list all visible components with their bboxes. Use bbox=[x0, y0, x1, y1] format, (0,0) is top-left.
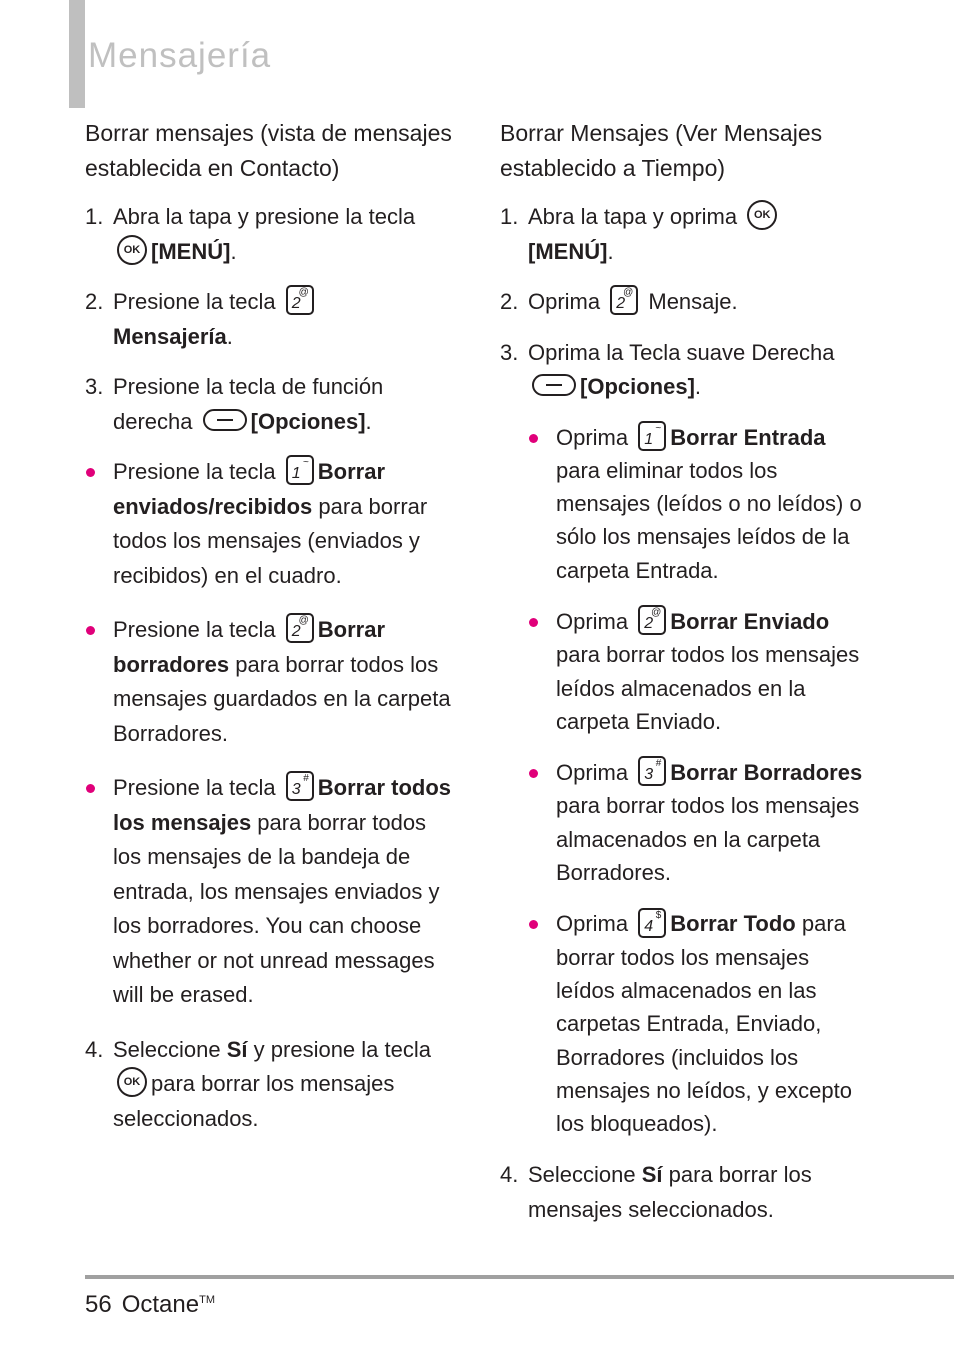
yes-label: Sí bbox=[641, 1162, 663, 1188]
left-bullet-3: Presione la tecla 3 # Borrar todos los mensajes para borrar todos los mensajes de la bandeja de entrada, los mensajes enviados y los borradores. You can choose whether or not unread messages will be erased. bbox=[85, 771, 457, 1013]
left-step-4: 4. Seleccione Sí y presione la tecla OK para borrar los mensajes seleccionados. bbox=[85, 1033, 457, 1137]
menu-label: [MENÚ] bbox=[151, 238, 231, 264]
ok-key-icon: OK bbox=[117, 235, 147, 265]
option-name: Borrar Borradores bbox=[670, 760, 863, 786]
page-title: Mensajería bbox=[88, 36, 272, 75]
step-text: Oprima la Tecla suave Derecha bbox=[528, 339, 835, 365]
right-heading: Borrar Mensajes (Ver Mensajes establecido a Tiempo) bbox=[500, 120, 823, 181]
step-number: 2. bbox=[500, 289, 519, 314]
step-number: 3. bbox=[500, 339, 519, 365]
bullet-icon bbox=[85, 613, 113, 751]
page-number: 56 bbox=[85, 1291, 112, 1318]
left-step-2: 2. Presione la tecla 2 @ Mensajería. bbox=[85, 285, 457, 354]
step-number: 2. bbox=[85, 289, 104, 314]
right-step-3: 3. Oprima la Tecla suave Derecha [Opciones]. bbox=[500, 336, 872, 405]
yes-label: Sí bbox=[226, 1036, 248, 1062]
trademark: TM bbox=[199, 1294, 215, 1306]
footer-rule bbox=[85, 1275, 954, 1279]
option-name: Borrar Enviado bbox=[670, 608, 830, 634]
right-step-4: 4. Seleccione Sí para borrar los mensajes seleccionados. bbox=[500, 1158, 872, 1227]
menu-label: [MENÚ] bbox=[528, 238, 608, 264]
key-2-icon: 2 @ bbox=[638, 605, 666, 635]
key-2-icon: 2 @ bbox=[286, 613, 314, 643]
option-name: Borrar todos los mensajes bbox=[113, 775, 452, 835]
option-name: Borrar borradores bbox=[113, 617, 386, 677]
bullet-icon bbox=[528, 421, 556, 587]
key-2-icon: 2 @ bbox=[286, 285, 314, 315]
step-text: Abra la tapa y oprima bbox=[528, 204, 738, 229]
ok-key-icon: OK bbox=[747, 200, 777, 230]
bullet-icon bbox=[528, 756, 556, 889]
right-column bbox=[500, 116, 872, 1243]
key-3-icon: 3 # bbox=[638, 756, 666, 786]
option-name: Borrar enviados/recibidos bbox=[113, 459, 386, 519]
right-soft-key-icon bbox=[203, 409, 247, 431]
right-step-1: 1. Abra la tapa y oprima OK [MENÚ]. bbox=[500, 200, 872, 269]
title-accent-bar bbox=[69, 0, 85, 108]
key-1-icon: 1 ~ bbox=[286, 455, 314, 485]
key-4-icon: 4 $ bbox=[638, 908, 666, 938]
right-step-2: 2. Oprima 2 @ Mensaje. bbox=[500, 285, 872, 320]
bullet-icon bbox=[528, 605, 556, 738]
left-step-1: 1. Abra la tapa y presione la tecla OK [MENÚ]. bbox=[85, 200, 457, 269]
bullet-icon bbox=[528, 907, 556, 1140]
menu-label: Mensajería bbox=[113, 323, 227, 349]
bullet-icon bbox=[85, 771, 113, 1013]
step-number: 4. bbox=[500, 1162, 519, 1188]
step-number: 1. bbox=[85, 204, 104, 229]
left-column bbox=[85, 116, 457, 1152]
page-footer bbox=[85, 1291, 215, 1319]
ok-key-icon: OK bbox=[117, 1067, 147, 1097]
right-soft-key-icon bbox=[532, 374, 576, 396]
right-bullet-3: Oprima 3 # Borrar Borradores para borrar todos los mensajes almacenados en la carpeta Borradores. bbox=[528, 756, 872, 889]
step-text: Presione la tecla bbox=[113, 289, 276, 314]
product-name: Octane bbox=[121, 1291, 200, 1318]
left-bullet-2: Presione la tecla 2 @ Borrar borradores para borrar todos los mensajes guardados en la carpeta Borradores. bbox=[85, 613, 457, 751]
step-text: Presione la tecla de función derecha bbox=[113, 374, 384, 434]
key-1-icon: 1 ~ bbox=[638, 421, 666, 451]
options-label: [Opciones] bbox=[580, 374, 695, 399]
left-heading: Borrar mensajes (vista de mensajes establecida en Contacto) bbox=[85, 120, 452, 181]
step-text: Oprima bbox=[528, 289, 601, 314]
left-step-3: 3. Presione la tecla de función derecha [Opciones]. bbox=[85, 370, 457, 439]
key-3-icon: 3 # bbox=[286, 771, 314, 801]
option-name: Borrar Entrada bbox=[670, 424, 826, 450]
step-number: 1. bbox=[500, 204, 519, 229]
option-name: Borrar Todo bbox=[670, 911, 796, 937]
right-bullet-4: Oprima 4 $ Borrar Todo para borrar todos los mensajes leídos almacenados en las carpetas Entrada, Enviado, Borradores (incluidos los mensajes no leídos, y excepto los bloqueados). bbox=[528, 907, 872, 1140]
right-bullet-1: Oprima 1 ~ Borrar Entrada para eliminar todos los mensajes (leídos o no leídos) o sólo los mensajes leídos de la carpeta Entrada. bbox=[528, 421, 872, 587]
step-text: Abra la tapa y presione la tecla bbox=[113, 204, 416, 229]
step-number: 4. bbox=[85, 1036, 104, 1062]
bullet-icon bbox=[85, 455, 113, 593]
left-bullet-1: Presione la tecla 1 ~ Borrar enviados/recibidos para borrar todos los mensajes (enviados y recibidos) en el cuadro. bbox=[85, 455, 457, 593]
step-number: 3. bbox=[85, 374, 104, 399]
key-2-icon: 2 @ bbox=[610, 285, 638, 315]
options-label: [Opciones] bbox=[250, 408, 366, 434]
right-bullet-2: Oprima 2 @ Borrar Enviado para borrar todos los mensajes leídos almacenados en la carpeta Enviado. bbox=[528, 605, 872, 738]
